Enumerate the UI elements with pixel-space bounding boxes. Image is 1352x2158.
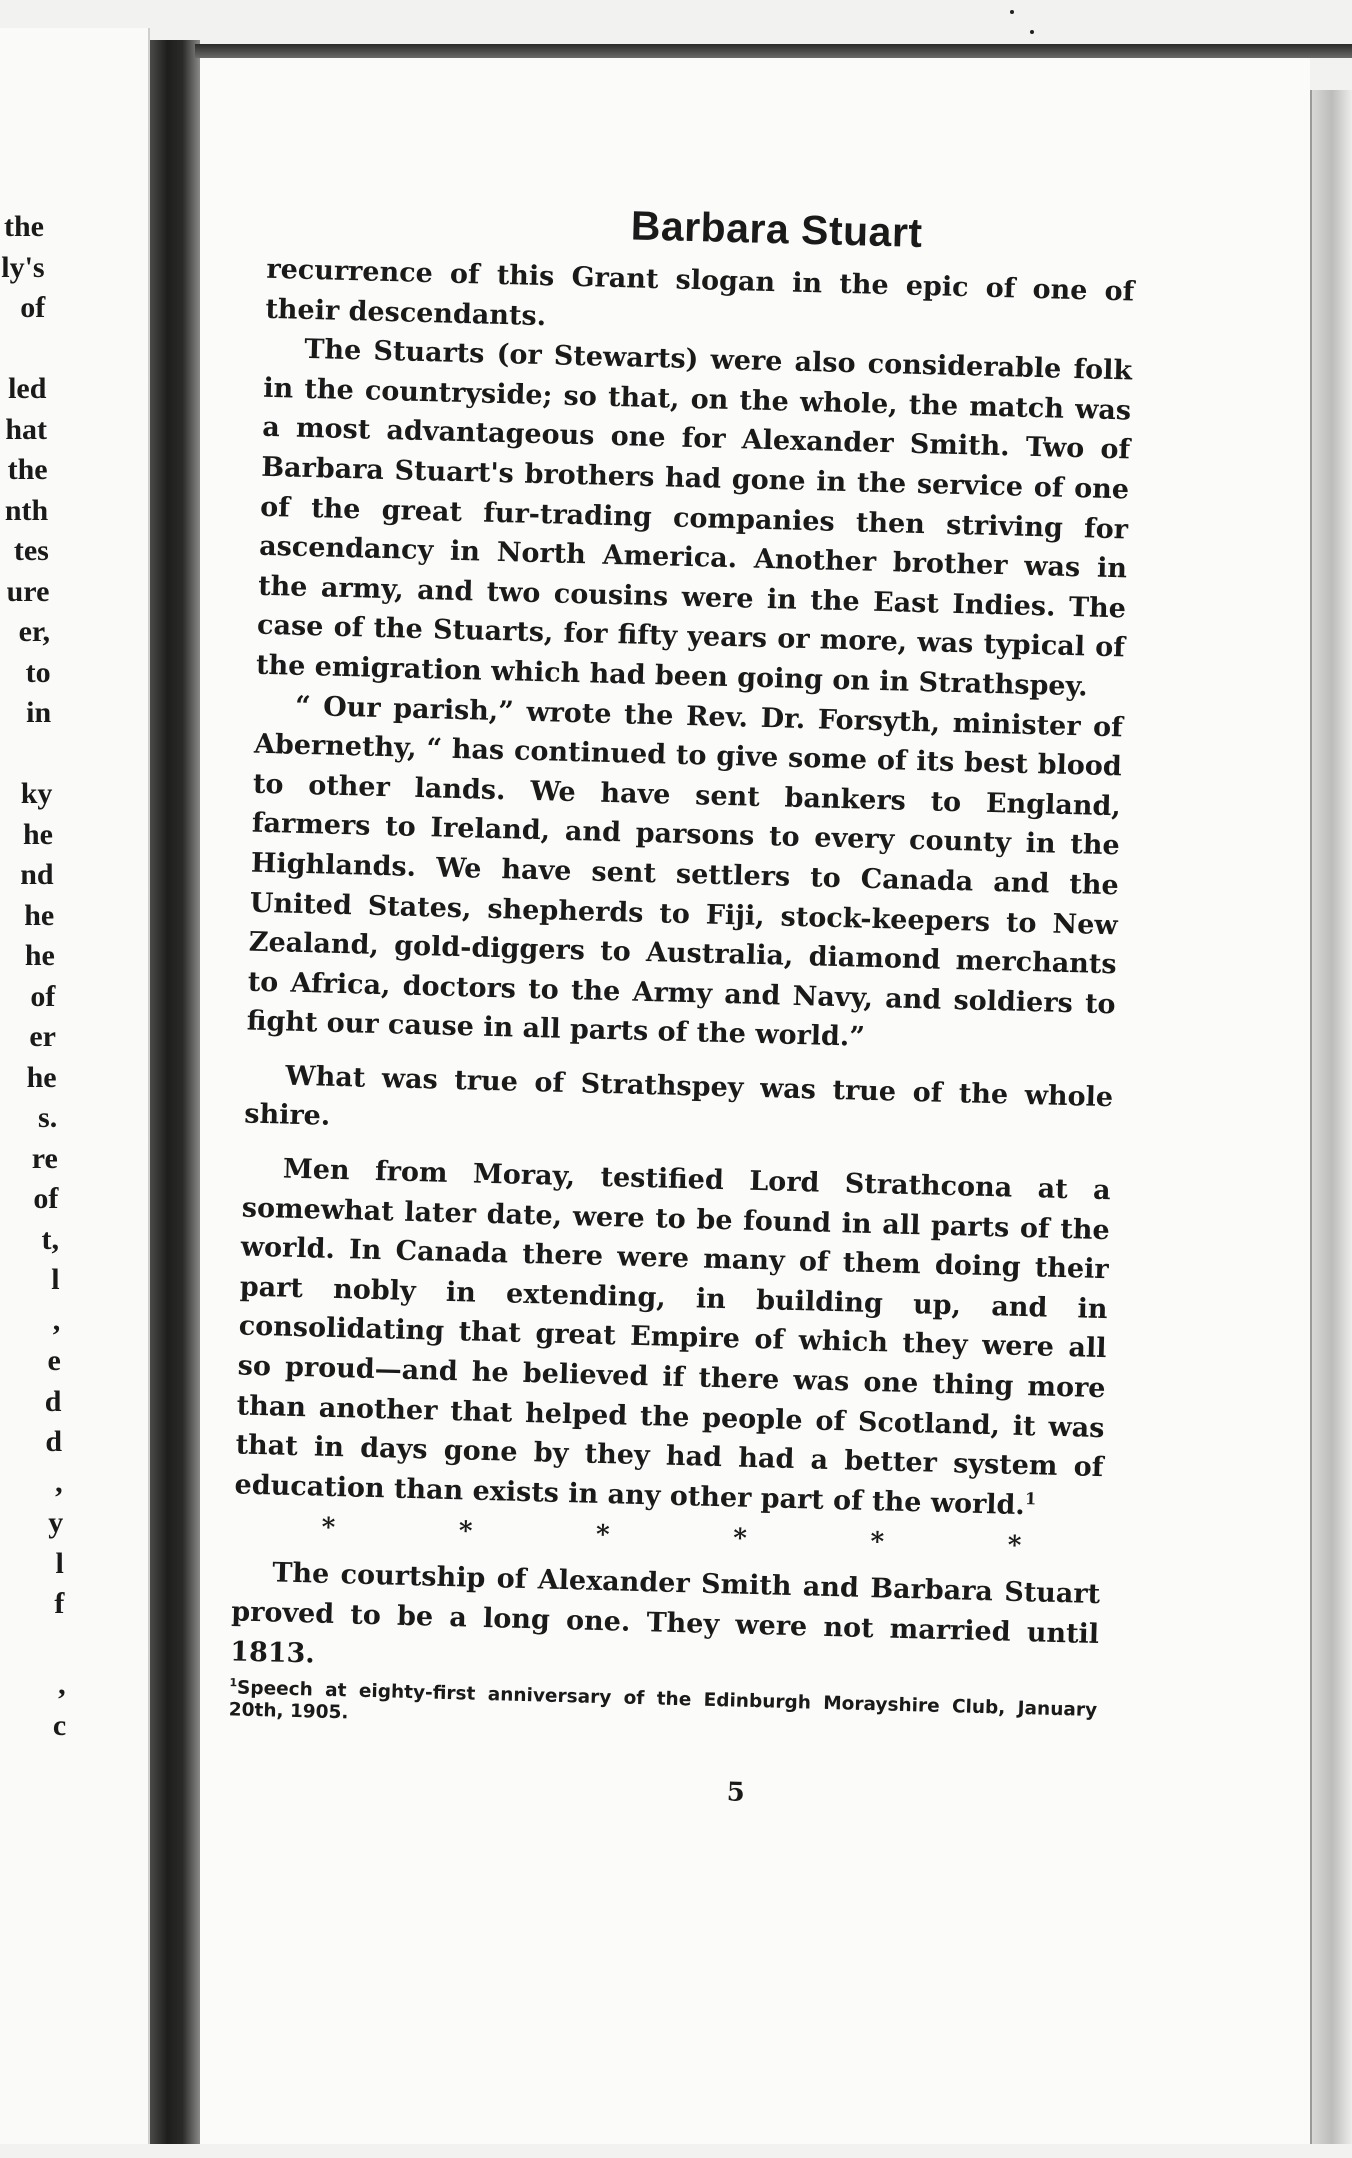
left-page-fragment: the	[7, 453, 48, 486]
footnote-text: Speech at eighty-first anniversary of the Edinburgh Morayshire Club, January 20th, 1905.	[228, 1677, 1098, 1724]
paragraph-strathspey: What was true of Strathspey was true of the whole shire.	[243, 1060, 1114, 1133]
left-page-fragment: the	[4, 210, 44, 243]
left-page-fragment: ky	[20, 777, 53, 810]
left-page-fragment: l	[51, 1263, 60, 1296]
paragraph-strathcona-text: Men from Moray, testified Lord Strathcona at a somewhat later date, were to be found in all parts of the world. In Canada there were many of them doing their part nobly in extending, in building up, and in consolidating that great Empire of which they were all so proud—and he believed if there was one thing more than another that helped the people of Scotland, it was that in days gone by they had had a better system of education than exists in any other part of the world.	[234, 1153, 1112, 1521]
running-head: Barbara Stuart	[630, 202, 924, 256]
left-page-fragment: he	[24, 898, 55, 932]
paragraph-forsyth-quote: “ Our parish,” wrote the Rev. Dr. Forsyth, minister of Abernethy, “ has continued to give some of its best blood to other lands. We have sent bankers to England, farmers to Ireland, and parsons to every county in the Highlands. We have sent settlers to Canada and the United States, shepherds to Fiji, stock-keepers to New Zealand, gold-diggers to Australia, diamond merchants to Africa, doctors to the Army and Navy, and soldiers to fight our cause in all parts of the world.”	[246, 690, 1124, 1054]
left-page-fragment: s.	[38, 1101, 58, 1134]
right-page	[200, 58, 1310, 2144]
book-right-edge	[1310, 90, 1352, 2144]
asterisk: *	[595, 1520, 610, 1551]
scan-speck	[1010, 10, 1014, 14]
paragraph-stuarts: The Stuarts (or Stewarts) were also considerable folk in the countryside; so that, on the whole, the match was a most advantageous one for Alexander Smith. Two of Barbara Stuart's brothers had gone in the service of one of the great fur-trading companies then striving for ascendancy in North America. Another brother was in the army, and two cousins were in the East Indies. The case of the Stuarts, for fifty years or more, was typical of the emigration which had been going on in Strathspey.	[255, 334, 1133, 703]
asterisk: *	[321, 1513, 336, 1544]
left-page-fragment: y	[48, 1506, 64, 1539]
left-page-fragment: ,	[55, 1465, 63, 1499]
left-page-fragment: he	[23, 817, 53, 851]
left-page-fragment: nth	[4, 493, 49, 527]
left-page-fragment: ure	[6, 574, 50, 608]
left-page-fragment: to	[25, 655, 51, 689]
left-page-fragment: l	[55, 1546, 64, 1580]
paragraph-courtship: The courtship of Alexander Smith and Barbara Stuart proved to be a long one. They were not married until 1813.	[229, 1557, 1101, 1670]
left-page-fragment: he	[24, 939, 55, 972]
body-text	[228, 250, 1134, 1744]
left-page-fragment: c	[52, 1708, 67, 1742]
left-page-fragment: led	[8, 372, 47, 405]
left-page-fragment: re	[31, 1141, 58, 1175]
left-page-fragment: tes	[13, 534, 49, 567]
footnote-reference: 1	[1024, 1488, 1037, 1509]
asterisk: *	[1007, 1531, 1022, 1562]
footnote-marker: 1	[229, 1676, 238, 1690]
left-page	[0, 28, 150, 2144]
left-page-fragment: he	[26, 1060, 57, 1094]
page-content	[172, 44, 1336, 2158]
left-page-fragment: t,	[41, 1222, 59, 1256]
left-page-fragment: of	[20, 291, 46, 324]
left-page-fragment: in	[26, 696, 52, 729]
paragraph-continuation: recurrence of this Grant slogan in the epic of one of their descendants.	[265, 253, 1135, 332]
left-page-fragment: e	[47, 1344, 61, 1377]
left-page-fragment: ,	[52, 1303, 61, 1337]
scan-speck	[1030, 30, 1034, 34]
paragraph-strathcona	[234, 1149, 1111, 1528]
left-page-fragment: nd	[20, 858, 54, 891]
left-page-fragment: f	[54, 1587, 65, 1620]
left-page-fragment: er	[29, 1020, 56, 1053]
page-number: 5	[726, 1777, 746, 1808]
left-page-fragment: ly's	[1, 250, 45, 284]
left-page-fragment: d	[44, 1384, 62, 1418]
left-page-fragment: er,	[18, 615, 50, 648]
asterisk: *	[732, 1523, 748, 1555]
left-page-fragment: hat	[5, 412, 47, 446]
left-page-fragment: of	[33, 1182, 59, 1215]
left-page-fragment: d	[45, 1425, 62, 1458]
left-page-fragment: of	[30, 979, 56, 1013]
left-page-fragment: ,	[58, 1668, 66, 1701]
asterisk: *	[458, 1516, 473, 1548]
asterisk: *	[870, 1527, 885, 1558]
